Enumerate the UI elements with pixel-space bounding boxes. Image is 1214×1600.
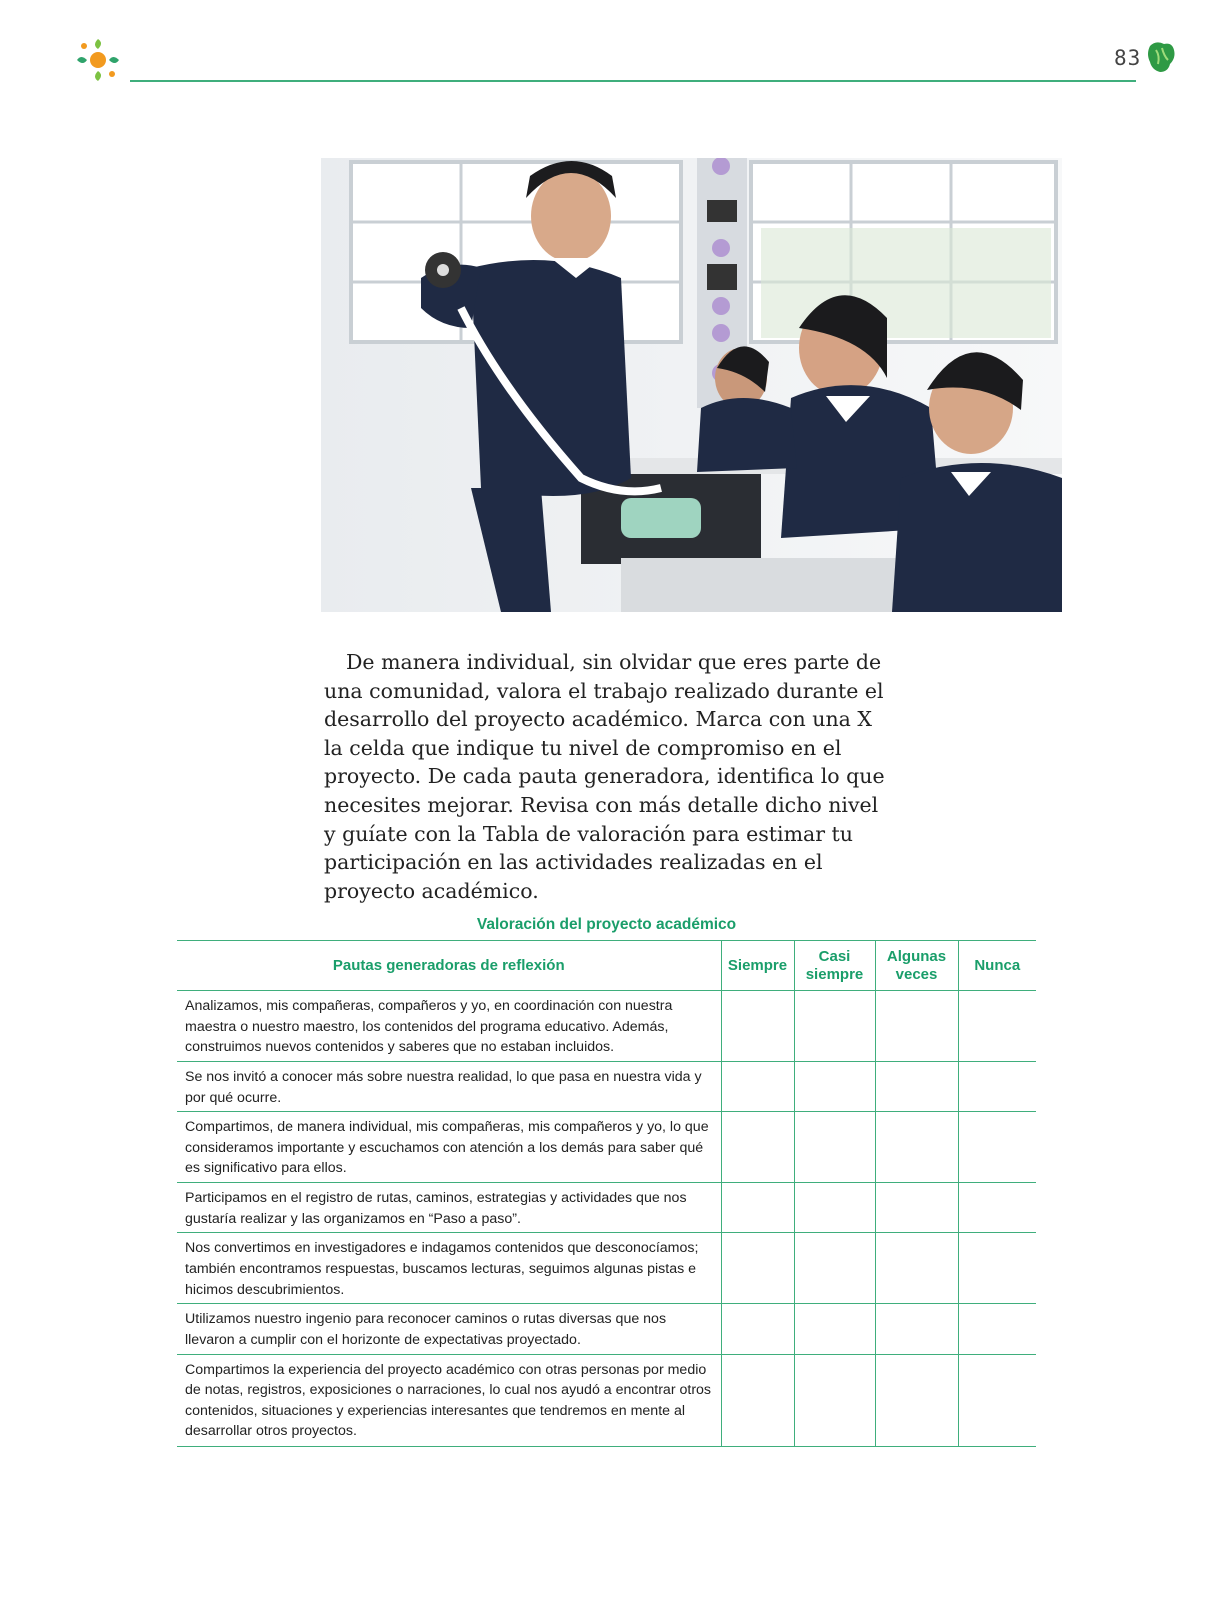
cell-nunca[interactable]: [958, 1354, 1036, 1446]
cell-siempre[interactable]: [721, 1354, 794, 1446]
table-row: [177, 1233, 1036, 1304]
table-row: [177, 991, 1036, 1062]
row-text: Utilizamos nuestro ingenio para reconocer caminos o rutas diversas que nos llevaron a cumplir con el horizonte de expectativas proyectado.: [177, 1304, 721, 1354]
green-leaf-mark-icon: [1146, 40, 1176, 74]
cell-nunca[interactable]: [958, 1112, 1036, 1183]
table-row: [177, 1354, 1036, 1446]
cell-algunas-veces[interactable]: [875, 1233, 958, 1304]
table-header-row: [177, 941, 1036, 991]
cell-siempre[interactable]: [721, 1112, 794, 1183]
cell-casi-siempre[interactable]: [794, 1062, 875, 1112]
table-row: [177, 1304, 1036, 1354]
row-text: Nos convertimos en investigadores e indagamos contenidos que desconocíamos; también encontramos respuestas, buscamos lecturas, seguimos algunas pistas e hicimos descubrimientos.: [177, 1233, 721, 1304]
cell-algunas-veces[interactable]: [875, 1183, 958, 1233]
cell-nunca[interactable]: [958, 1062, 1036, 1112]
header-nunca: Nunca: [958, 941, 1036, 991]
row-text: Se nos invitó a conocer más sobre nuestra realidad, lo que pasa en nuestra vida y por qué ocurre.: [177, 1062, 721, 1112]
cell-siempre[interactable]: [721, 1062, 794, 1112]
row-text: Compartimos la experiencia del proyecto académico con otras personas por medio de notas, registros, exposiciones o narraciones, lo cual nos ayudó a encontrar otros contenidos, situaciones y experiencias interesantes que tendremos en mente al desarrollar otros proyectos.: [177, 1354, 721, 1446]
table-title: Valoración del proyecto académico: [476, 916, 737, 933]
row-text: Analizamos, mis compañeras, compañeros y yo, en coordinación con nuestra maestra o nuestro maestro, los contenidos del programa educativo. Además, construimos nuevos contenidos y saberes que no estaban incluidos.: [177, 991, 721, 1062]
cell-casi-siempre[interactable]: [794, 991, 875, 1062]
assessment-table: [177, 940, 1036, 1447]
cell-algunas-veces[interactable]: [875, 1062, 958, 1112]
cell-casi-siempre[interactable]: [794, 1354, 875, 1446]
cell-siempre[interactable]: [721, 1304, 794, 1354]
header-rule: [130, 80, 1136, 82]
table-row: [177, 1112, 1036, 1183]
cell-nunca[interactable]: [958, 991, 1036, 1062]
header-algunas-veces: Algunas veces: [875, 941, 958, 991]
table-row: [177, 1062, 1036, 1112]
cell-nunca[interactable]: [958, 1233, 1036, 1304]
cell-casi-siempre[interactable]: [794, 1183, 875, 1233]
header-pautas: Pautas generadoras de reflexión: [177, 941, 721, 991]
cell-casi-siempre[interactable]: [794, 1233, 875, 1304]
row-text: Participamos en el registro de rutas, caminos, estrategias y actividades que nos gustaría realizar y las organizamos en “Paso a paso”.: [177, 1183, 721, 1233]
header-casi-siempre: Casi siempre: [794, 941, 875, 991]
header-siempre: Siempre: [721, 941, 794, 991]
table-row: [177, 1183, 1036, 1233]
page-number: 83: [1114, 46, 1142, 70]
cell-siempre[interactable]: [721, 1183, 794, 1233]
cell-algunas-veces[interactable]: [875, 1354, 958, 1446]
cell-casi-siempre[interactable]: [794, 1112, 875, 1183]
cell-siempre[interactable]: [721, 991, 794, 1062]
cell-casi-siempre[interactable]: [794, 1304, 875, 1354]
cell-nunca[interactable]: [958, 1304, 1036, 1354]
cell-siempre[interactable]: [721, 1233, 794, 1304]
cell-algunas-veces[interactable]: [875, 1112, 958, 1183]
flower-logo-icon: [72, 34, 124, 86]
classroom-photo: [321, 158, 1062, 612]
cell-nunca[interactable]: [958, 1183, 1036, 1233]
cell-algunas-veces[interactable]: [875, 991, 958, 1062]
row-text: Compartimos, de manera individual, mis compañeras, mis compañeros y yo, lo que consideramos importante y escuchamos con atención a los demás para saber qué es significativo para ellos.: [177, 1112, 721, 1183]
instructions-paragraph: De manera individual, sin olvidar que eres parte de una comunidad, valora el trabajo realizado durante el desarrollo del proyecto académico. Marca con una X la celda que indique tu nivel de compromiso en el proyecto. De cada pauta generadora, identifica lo que necesites mejorar. Revisa con más detalle dicho nivel y guíate con la Tabla de valoración para estimar tu participación en las actividades realizadas en el proyecto académico.: [324, 650, 885, 903]
cell-algunas-veces[interactable]: [875, 1304, 958, 1354]
